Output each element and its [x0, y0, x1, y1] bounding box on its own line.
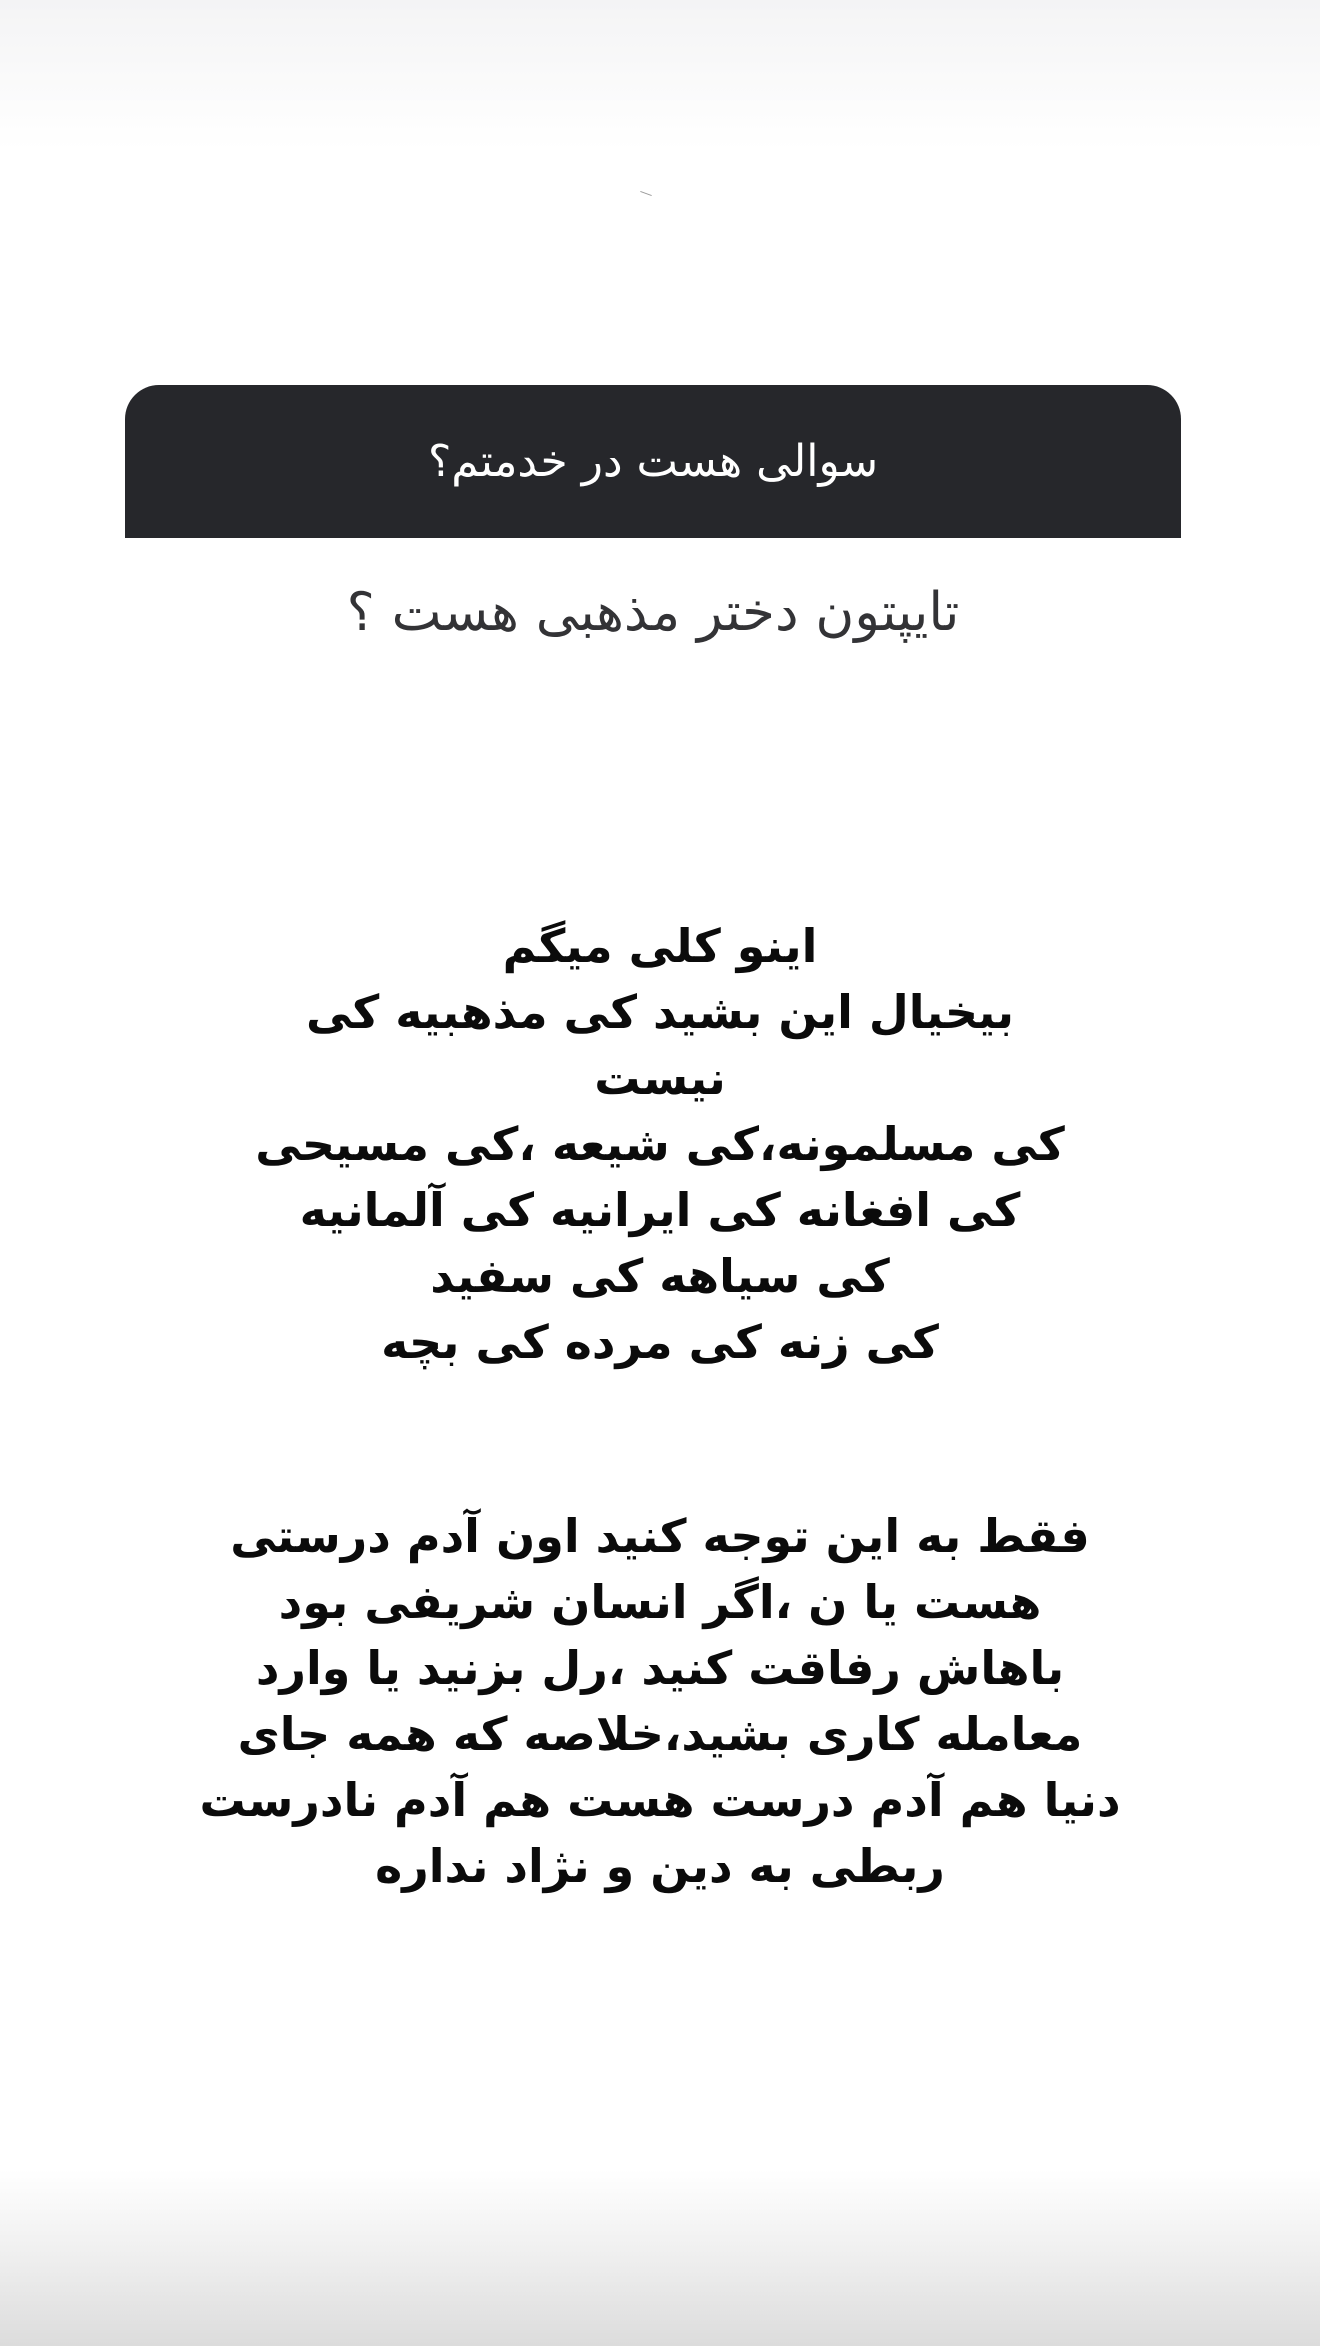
top-mark	[640, 191, 652, 196]
caption-line: دنیا هم آدم درست هست هم آدم نادرست	[199, 1773, 1121, 1827]
caption-line: کی زنه کی مرده کی بچه	[381, 1315, 939, 1369]
caption-line: کی افغانه کی ایرانیه کی آلمانیه	[299, 1183, 1021, 1237]
question-sticker-header	[125, 385, 1181, 538]
caption-line: نیست	[594, 1051, 726, 1105]
caption-line: کی مسلمونه،کی شیعه ،کی مسیحی	[255, 1117, 1065, 1171]
question-prompt: سوالی هست در خدمتم؟	[427, 435, 879, 487]
caption-line: ربطی به دین و نژاد نداره	[375, 1839, 945, 1893]
caption-line: هست یا ن ،اگر انسان شریفی بود	[278, 1575, 1042, 1629]
question-sticker-body	[125, 538, 1181, 686]
caption-line: بیخیال این بشید کی مذهبیه کی	[305, 985, 1015, 1039]
caption-line: فقط به این توجه کنید اون آدم درستی	[230, 1509, 1090, 1563]
caption-paragraph-2	[160, 1503, 1160, 1899]
question-answer: تایپتون دختر مذهبی هست ؟	[346, 581, 960, 643]
caption-line: باهاش رفاقت کنید ،رل بزنید یا وارد	[255, 1641, 1065, 1695]
caption-line: اینو کلی میگم	[502, 919, 818, 973]
caption-line: کی سیاهه کی سفید	[430, 1249, 890, 1303]
caption-paragraph-1	[160, 913, 1160, 1375]
caption-line: معامله کاری بشید،خلاصه که همه جای	[237, 1707, 1083, 1761]
question-sticker[interactable]	[125, 385, 1181, 686]
